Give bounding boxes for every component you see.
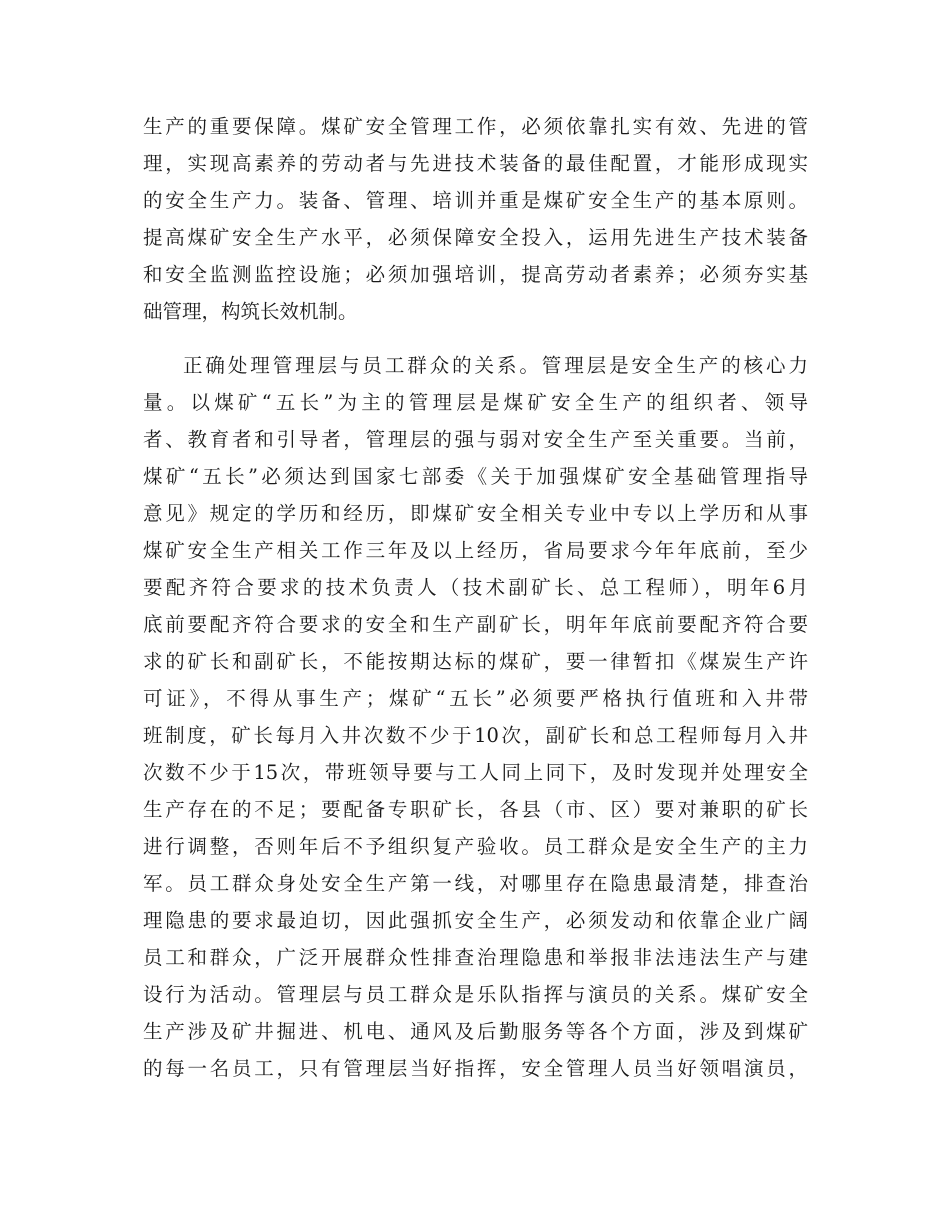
paragraph-line: 的每一名员工，只有管理层当好指挥，安全管理人员当好领唱演员， <box>143 1057 808 1080</box>
paragraph-line: 可证》，不得从事生产；煤矿“五长”必须要严格执行值班和入井带 <box>143 687 808 710</box>
paragraph-line: 量。以煤矿“五长”为主的管理层是煤矿安全生产的组织者、领导 <box>143 391 808 414</box>
paragraph-line: 的安全生产力。装备、管理、培训并重是煤矿安全生产的基本原则。 <box>143 189 808 212</box>
paragraph-line: 底前要配齐符合要求的安全和生产副矿长，明年年底前要配齐符合要 <box>143 613 808 636</box>
paragraph-line: 员工和群众，广泛开展群众性排查治理隐患和举报非法违法生产与建 <box>143 946 808 969</box>
paragraph-line: 生产涉及矿井掘进、机电、通风及后勤服务等各个方面，涉及到煤矿 <box>143 1020 808 1043</box>
paragraph-line: 正确处理管理层与员工群众的关系。管理层是安全生产的核心力 <box>183 354 808 377</box>
paragraph-2 <box>143 347 808 1087</box>
paragraph-line: 者、教育者和引导者，管理层的强与弱对安全生产至关重要。当前， <box>143 428 808 451</box>
paragraph-1 <box>143 108 808 330</box>
paragraph-line: 生产的重要保障。煤矿安全管理工作，必须依靠扎实有效、先进的管 <box>143 115 808 138</box>
paragraph-line: 生产存在的不足；要配备专职矿长，各县（市、区）要对兼职的矿长 <box>143 798 808 821</box>
paragraph-line: 要配齐符合要求的技术负责人（技术副矿长、总工程师），明年6月 <box>143 576 808 599</box>
paragraph-line: 求的矿长和副矿长，不能按期达标的煤矿，要一律暂扣《煤炭生产许 <box>143 650 808 673</box>
paragraph-line: 意见》规定的学历和经历，即煤矿安全相关专业中专以上学历和从事 <box>143 502 808 525</box>
paragraph-line: 和安全监测监控设施；必须加强培训，提高劳动者素养；必须夯实基 <box>143 263 808 286</box>
paragraph-line: 次数不少于15次，带班领导要与工人同上同下，及时发现并处理安全 <box>143 761 808 784</box>
paragraph-line: 础管理，构筑长效机制。 <box>143 300 358 323</box>
paragraph-line: 煤矿安全生产相关工作三年及以上经历，省局要求今年年底前，至少 <box>143 539 808 562</box>
paragraph-line: 进行调整，否则年后不予组织复产验收。员工群众是安全生产的主力 <box>143 835 808 858</box>
paragraph-line: 理隐患的要求最迫切，因此强抓安全生产，必须发动和依靠企业广阔 <box>143 909 808 932</box>
paragraph-line: 军。员工群众身处安全生产第一线，对哪里存在隐患最清楚，排查治 <box>143 872 808 895</box>
paragraph-line: 煤矿“五长”必须达到国家七部委《关于加强煤矿安全基础管理指导 <box>143 465 808 488</box>
paragraph-line: 提高煤矿安全生产水平，必须保障安全投入，运用先进生产技术装备 <box>143 226 808 249</box>
paragraph-line: 班制度，矿长每月入井次数不少于10次，副矿长和总工程师每月入井 <box>143 724 808 747</box>
paragraph-line: 理，实现高素养的劳动者与先进技术装备的最佳配置，才能形成现实 <box>143 152 808 175</box>
paragraph-line: 设行为活动。管理层与员工群众是乐队指挥与演员的关系。煤矿安全 <box>143 983 808 1006</box>
